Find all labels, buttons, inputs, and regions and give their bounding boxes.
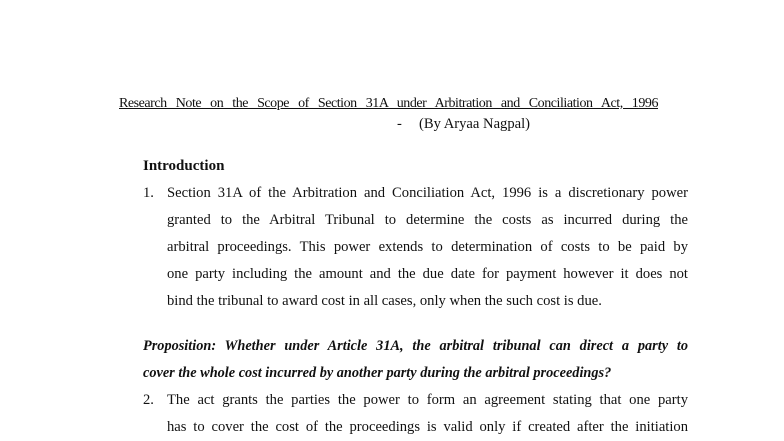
- list-item-number: 2.: [143, 392, 154, 408]
- paragraph-line: The act grants the parties the power to form an agreement stating that one party: [167, 392, 688, 408]
- paragraph-line: one party including the amount and the due date for payment however it does not: [167, 266, 688, 282]
- document-title: Research Note on the Scope of Section 31A under Arbitration and Conciliation Act, 1996: [119, 96, 658, 111]
- proposition-line: cover the whole cost incurred by another party during the arbitral proceedings?: [143, 365, 612, 381]
- paragraph-line: bind the tribunal to award cost in all cases, only when the such cost is due.: [167, 293, 602, 309]
- list-item-number: 1.: [143, 185, 154, 201]
- proposition-line: Proposition: Whether under Article 31A, the arbitral tribunal can direct a party to: [143, 338, 688, 354]
- section-heading-introduction: Introduction: [143, 158, 225, 174]
- byline-dash: -: [397, 116, 402, 132]
- paragraph-line: has to cover the cost of the proceedings is valid only if created after the initiation: [167, 419, 688, 435]
- paragraph-line: arbitral proceedings. This power extends to determination of costs to be paid by: [167, 239, 688, 255]
- author-byline: (By Aryaa Nagpal): [419, 116, 531, 132]
- paragraph-line: granted to the Arbitral Tribunal to determine the costs as incurred during the: [167, 212, 688, 228]
- paragraph-line: Section 31A of the Arbitration and Conciliation Act, 1996 is a discretionary power: [167, 185, 688, 201]
